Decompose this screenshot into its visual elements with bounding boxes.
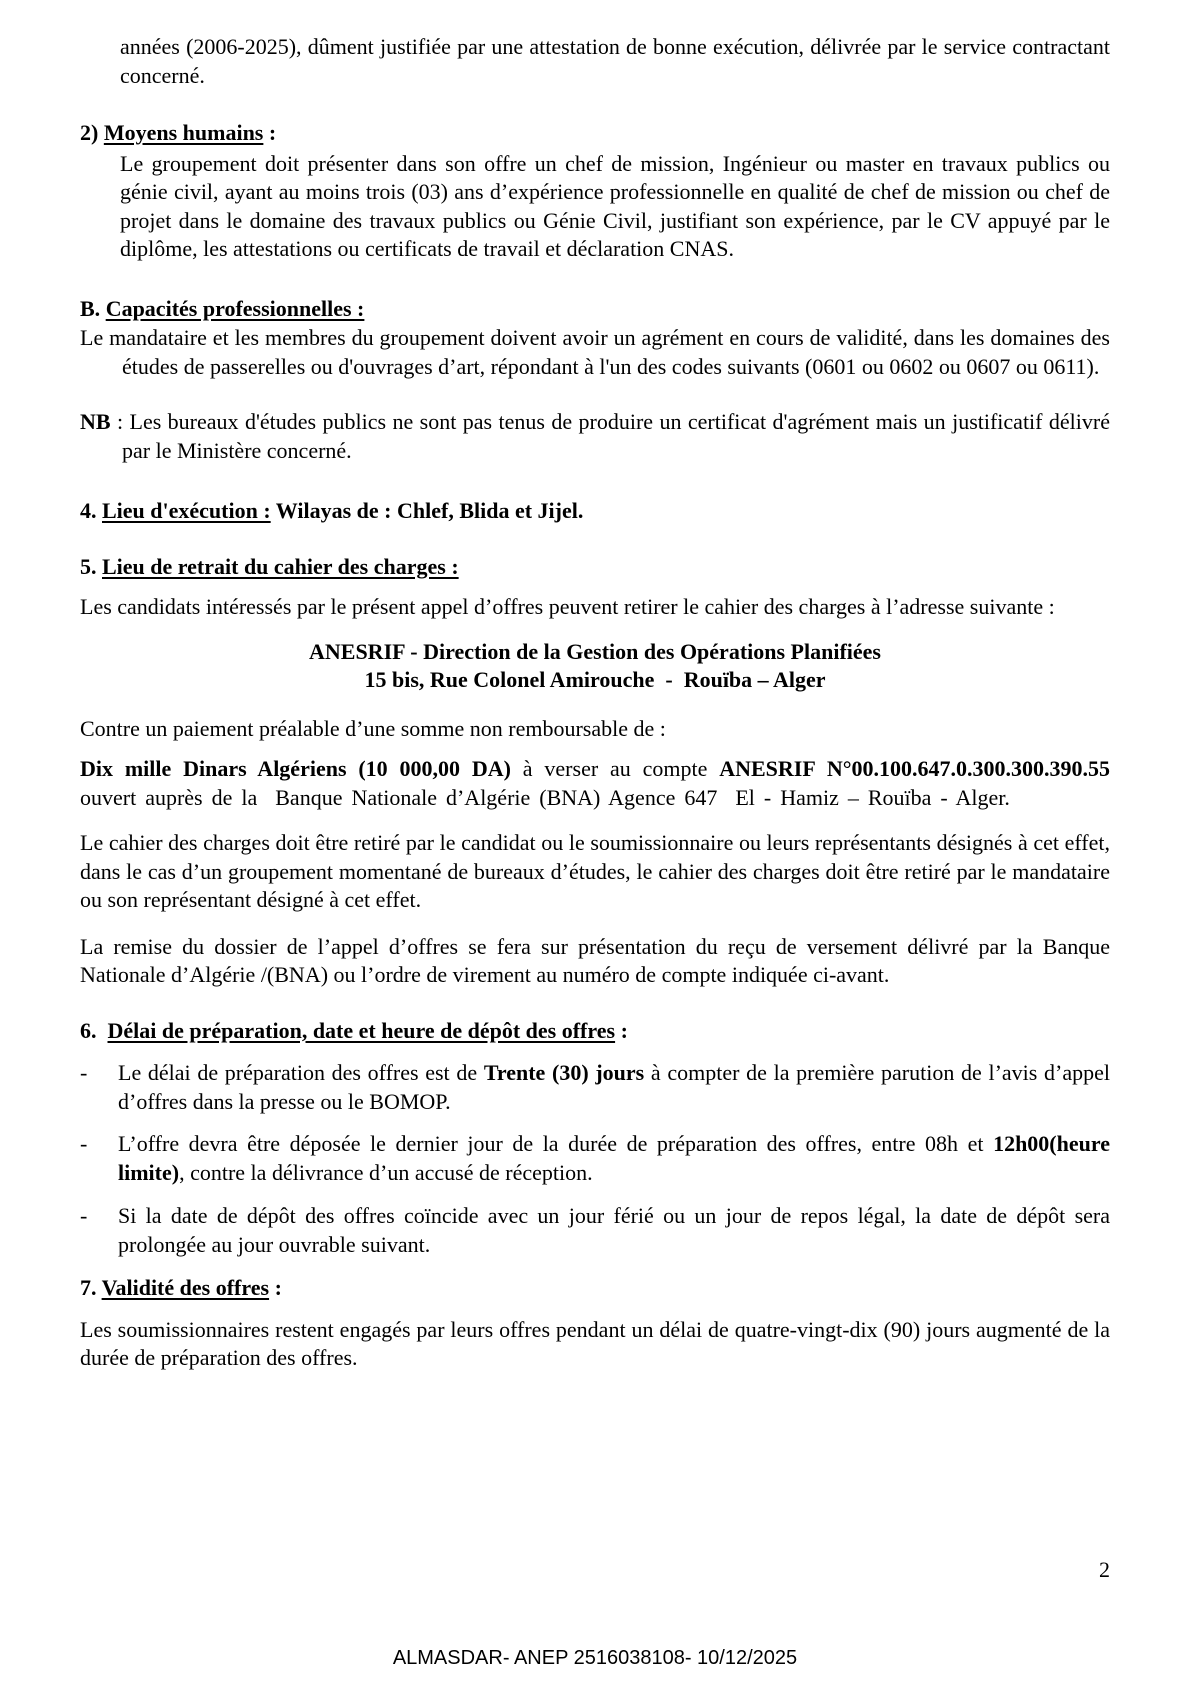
text-run: La remise du dossier de l’appel d’offres se fera sur présentation du reçu de versement délivré par la Banque Nationale d’Algérie /(BNA) ou l’ordre de virement au numéro de compte indiquée ci-avant.	[80, 933, 1110, 987]
text-run: 15 bis, Rue Colonel Amirouche - Rouïba – Alger	[364, 667, 826, 692]
text-run: 2)	[80, 120, 104, 145]
text-run: Contre un paiement préalable d’une somme non remboursable de :	[80, 715, 666, 741]
section-b-paragraph	[80, 324, 1110, 381]
text-run: :	[269, 1275, 282, 1300]
nb-paragraph	[80, 408, 1110, 465]
address-block	[80, 638, 1110, 695]
text-run: Le groupement doit présenter dans son offre un chef de mission, Ingénieur ou master en travaux publics ou génie civil, ayant au moins trois (03) ans d’expérience professionnelle en qualité de chef de mission ou chef de projet dans le domaine des travaux publics ou Génie Civil, justifiant son expérience, par le CV appuyé par le diplôme, les attestations ou certificats de travail et déclaration CNAS.	[120, 150, 1110, 261]
text-run: Si la date de dépôt des offres coïncide avec un jour férié ou un jour de repos légal, la date de dépôt sera prolongée au jour ouvrable suivant.	[118, 1203, 1110, 1257]
text-run: Lieu d'exécution :	[102, 498, 271, 523]
payment-intro-paragraph	[80, 715, 1110, 744]
remise-dossier-paragraph	[80, 933, 1110, 990]
text-run: Capacités professionnelles :	[105, 295, 365, 321]
section-5-heading	[80, 553, 1110, 582]
text-run: NB	[80, 409, 111, 434]
text-run: Wilayas de : Chlef, Blida et Jijel.	[270, 498, 584, 523]
payment-details-paragraph	[80, 755, 1110, 812]
text-run: 7.	[80, 1275, 102, 1300]
text-run: années (2006-2025), dûment justifiée par une attestation de bonne exécution, délivrée par le service contractant concerné.	[120, 34, 1110, 88]
text-run: 5.	[80, 553, 102, 579]
page-number: 2	[1099, 1557, 1110, 1582]
text-run: , contre la délivrance d’un accusé de réception.	[179, 1159, 593, 1185]
text-run: à verser au compte	[510, 756, 720, 781]
section-4-heading	[80, 497, 1110, 526]
text-run: :	[615, 1017, 628, 1043]
bullet-dash: -	[80, 1060, 88, 1085]
bullet-dash: -	[80, 1131, 88, 1156]
section-2-heading	[80, 119, 1110, 148]
text-run: Dix mille Dinars Algériens (10 000,00 DA)	[80, 756, 511, 781]
text-run: B.	[80, 295, 106, 321]
text-run: L’offre devra être déposée le dernier jour de la durée de préparation des offres, entre 08h et	[118, 1131, 994, 1156]
footer-publication-line: ALMASDAR- ANEP 2516038108- 10/12/2025	[392, 1647, 798, 1669]
section-7-heading	[80, 1274, 1110, 1303]
bullet-text	[118, 1059, 1110, 1116]
text-run: ANESRIF - Direction de la Gestion des Opérations Planifiées	[309, 638, 881, 664]
text-run: Trente (30) jours	[483, 1060, 645, 1085]
text-run: Le délai de préparation des offres est de	[118, 1060, 484, 1085]
bullet-text	[118, 1130, 1110, 1187]
section-b-heading	[80, 295, 1110, 324]
section-2-paragraph	[120, 150, 1110, 264]
bullet-item-depot	[80, 1130, 1110, 1187]
text-run: 4.	[80, 498, 102, 523]
section-6-heading	[80, 1017, 1110, 1046]
text-run: Le mandataire et les membres du groupement doivent avoir un agrément en cours de validité, dans les domaines des études de passerelles ou d'ouvrages d’art, répondant à l'un des codes suivants (0601 ou 0602 ou 0607 ou 0611).	[80, 325, 1110, 379]
text-run: Moyens humains	[103, 120, 264, 145]
text-run: Validité des offres	[101, 1275, 270, 1300]
address-line-1	[80, 638, 1110, 667]
text-run: Lieu de retrait du cahier des charges :	[102, 553, 459, 579]
text-run: :	[263, 120, 277, 145]
text-run: : Les bureaux d'études publics ne sont pas tenus de produire un certificat d'agrément mais un justificatif délivré par le Ministère concerné.	[110, 409, 1110, 463]
text-run: 12h00(heure limite)	[118, 1131, 1110, 1185]
text-run: ANESRIF N°00.100.647.0.300.300.390.55	[719, 756, 1111, 781]
text-run: Les candidats intéressés par le présent appel d’offres peuvent retirer le cahier des charges à l’adresse suivante :	[80, 594, 1055, 619]
section-7-paragraph	[80, 1316, 1110, 1373]
address-line-2	[80, 666, 1110, 695]
bullet-dash: -	[80, 1203, 88, 1228]
intro-paragraph	[120, 33, 1110, 90]
text-run: Les soumissionnaires restent engagés par leurs offres pendant un délai de quatre-vingt-dix (90) jours augmenté de la durée de préparation des offres.	[80, 1316, 1110, 1370]
bullet-item-ferie	[80, 1202, 1110, 1259]
section-5-paragraph	[80, 593, 1110, 622]
text-run: à compter de la première parution de l’avis d’appel d’offres dans la presse ou le BOMOP.	[118, 1060, 1110, 1114]
text-run: ouvert auprès de la Banque Nationale d’Algérie (BNA) Agence 647 El - Hamiz – Rouïba - Alger.	[80, 784, 1010, 810]
text-run: 6.	[80, 1017, 108, 1043]
text-run: Délai de préparation, date et heure de dépôt des offres	[107, 1017, 616, 1043]
cahier-retrait-paragraph	[80, 829, 1110, 915]
bullet-item-delai	[80, 1059, 1110, 1116]
bullet-text	[118, 1202, 1110, 1259]
text-run: Le cahier des charges doit être retiré par le candidat ou le soumissionnaire ou leurs représentants désignés à cet effet, dans le cas d’un groupement momentané de bureaux d’études, le cahier des charges doit être retiré par le mandataire ou son représentant désigné à cet effet.	[80, 830, 1110, 912]
